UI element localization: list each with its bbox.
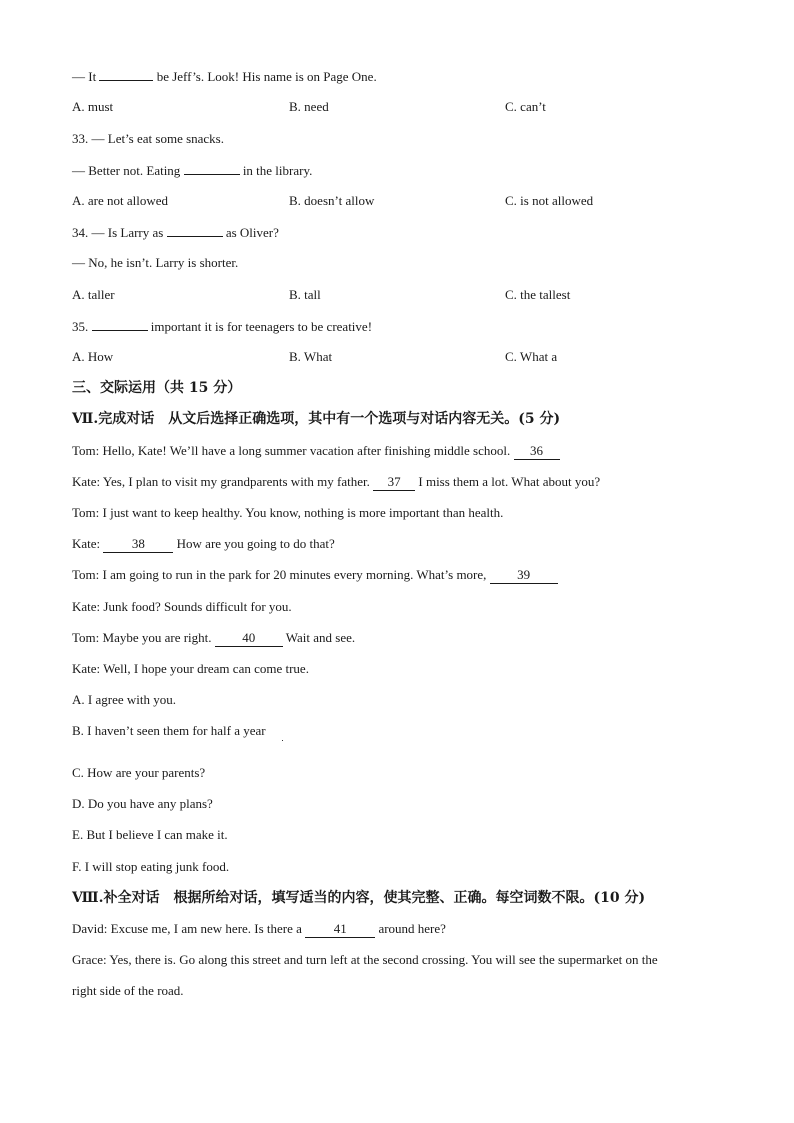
q32-blank[interactable] <box>99 67 153 81</box>
q32-option-b[interactable]: B. need <box>289 99 329 114</box>
dialogue-line: right side of the road. <box>72 983 184 998</box>
q33-option-c[interactable]: C. is not allowed <box>505 193 594 208</box>
dialogue-line: Kate: Well, I hope your dream can come true. <box>72 661 309 676</box>
choice-a[interactable]: A. I agree with you. <box>72 692 176 707</box>
stray-dot <box>282 740 283 741</box>
q33-stem: 33. — Let’s eat some snacks. <box>72 131 224 146</box>
dialogue-line-36 <box>72 442 560 460</box>
dialogue-text: Wait and see. <box>285 630 356 645</box>
dialogue-text: How are you going to do that? <box>176 536 335 551</box>
q34-reply: — No, he isn’t. Larry is shorter. <box>72 255 239 270</box>
dialogue-text: Tom: Maybe you are right. <box>72 630 212 645</box>
choice-c[interactable]: C. How are your parents? <box>72 765 206 780</box>
q35-option-b[interactable]: B. What <box>289 349 333 364</box>
q35-option-a[interactable]: A. How <box>72 349 114 364</box>
dialogue-line: Grace: Yes, there is. Go along this street and turn left at the second crossing. You will see the supermarket on the <box>72 952 658 967</box>
choice-f[interactable]: F. I will stop eating junk food. <box>72 859 230 874</box>
q35-stem <box>72 317 372 336</box>
dialogue-line-37 <box>72 473 600 491</box>
dialogue-line-40 <box>72 629 355 647</box>
dialogue-text: Kate: <box>72 536 101 551</box>
answer-blank-38[interactable]: 38 <box>103 536 173 553</box>
dialogue-text: David: Excuse me, I am new here. Is there a <box>72 921 302 936</box>
q33-line <box>72 161 312 180</box>
dialogue-text: Tom: I am going to run in the park for 20 minutes every morning. What’s more, <box>72 567 487 582</box>
dialogue-line-41 <box>72 920 446 938</box>
answer-blank-36[interactable]: 36 <box>514 443 560 460</box>
dialogue-text: Kate: Yes, I plan to visit my grandparents with my father. <box>72 474 370 489</box>
q33-option-a[interactable]: A. are not allowed <box>72 193 169 208</box>
q34-stem-pre: 34. — Is Larry as <box>72 225 164 240</box>
q35-stem-pre: 35. <box>72 319 89 334</box>
q33-line-pre: — Better not. Eating <box>72 163 181 178</box>
q34-stem-post: as Oliver? <box>225 225 279 240</box>
answer-blank-39[interactable]: 39 <box>490 567 558 584</box>
q34-blank[interactable] <box>167 223 223 237</box>
section-3-title: 三、交际运用（共 15 分） <box>72 380 242 396</box>
q32-line-pre: — It <box>72 69 97 84</box>
part-7-heading: Ⅶ.完成对话 从文后选择正确选项，其中有一个选项与对话内容无关。(5 分) <box>72 411 561 427</box>
choice-d[interactable]: D. Do you have any plans? <box>72 796 213 811</box>
answer-blank-37[interactable]: 37 <box>373 474 415 491</box>
dialogue-line-38 <box>72 535 335 553</box>
q34-option-a[interactable]: A. taller <box>72 287 115 302</box>
q34-stem <box>72 223 279 242</box>
dialogue-text: Tom: Hello, Kate! We’ll have a long summer vacation after finishing middle school. <box>72 443 511 458</box>
dialogue-text: around here? <box>378 921 446 936</box>
q34-option-c[interactable]: C. the tallest <box>505 287 571 302</box>
answer-blank-41[interactable]: 41 <box>305 921 375 938</box>
dialogue-line: Kate: Junk food? Sounds difficult for you. <box>72 599 292 614</box>
dialogue-text: I miss them a lot. What about you? <box>418 474 601 489</box>
q35-option-c[interactable]: C. What a <box>505 349 558 364</box>
q33-line-post: in the library. <box>242 163 313 178</box>
q32-line-post: be Jeff’s. Look! His name is on Page One. <box>156 69 377 84</box>
q32-option-a[interactable]: A. must <box>72 99 114 114</box>
dialogue-line-39 <box>72 566 558 584</box>
choice-e[interactable]: E. But I believe I can make it. <box>72 827 228 842</box>
q34-option-b[interactable]: B. tall <box>289 287 321 302</box>
q32-line <box>72 67 377 86</box>
q35-blank[interactable] <box>92 317 148 331</box>
q33-blank[interactable] <box>184 161 240 175</box>
dialogue-line: Tom: I just want to keep healthy. You know, nothing is more important than health. <box>72 505 504 520</box>
part-8-heading: Ⅷ.补全对话 根据所给对话，填写适当的内容，使其完整、正确。每空词数不限。(10 分) <box>72 890 646 906</box>
choice-b[interactable]: B. I haven’t seen them for half a year <box>72 723 266 738</box>
q33-option-b[interactable]: B. doesn’t allow <box>289 193 375 208</box>
answer-blank-40[interactable]: 40 <box>215 630 283 647</box>
q35-stem-post: important it is for teenagers to be creative! <box>150 319 373 334</box>
q32-option-c[interactable]: C. can’t <box>505 99 546 114</box>
